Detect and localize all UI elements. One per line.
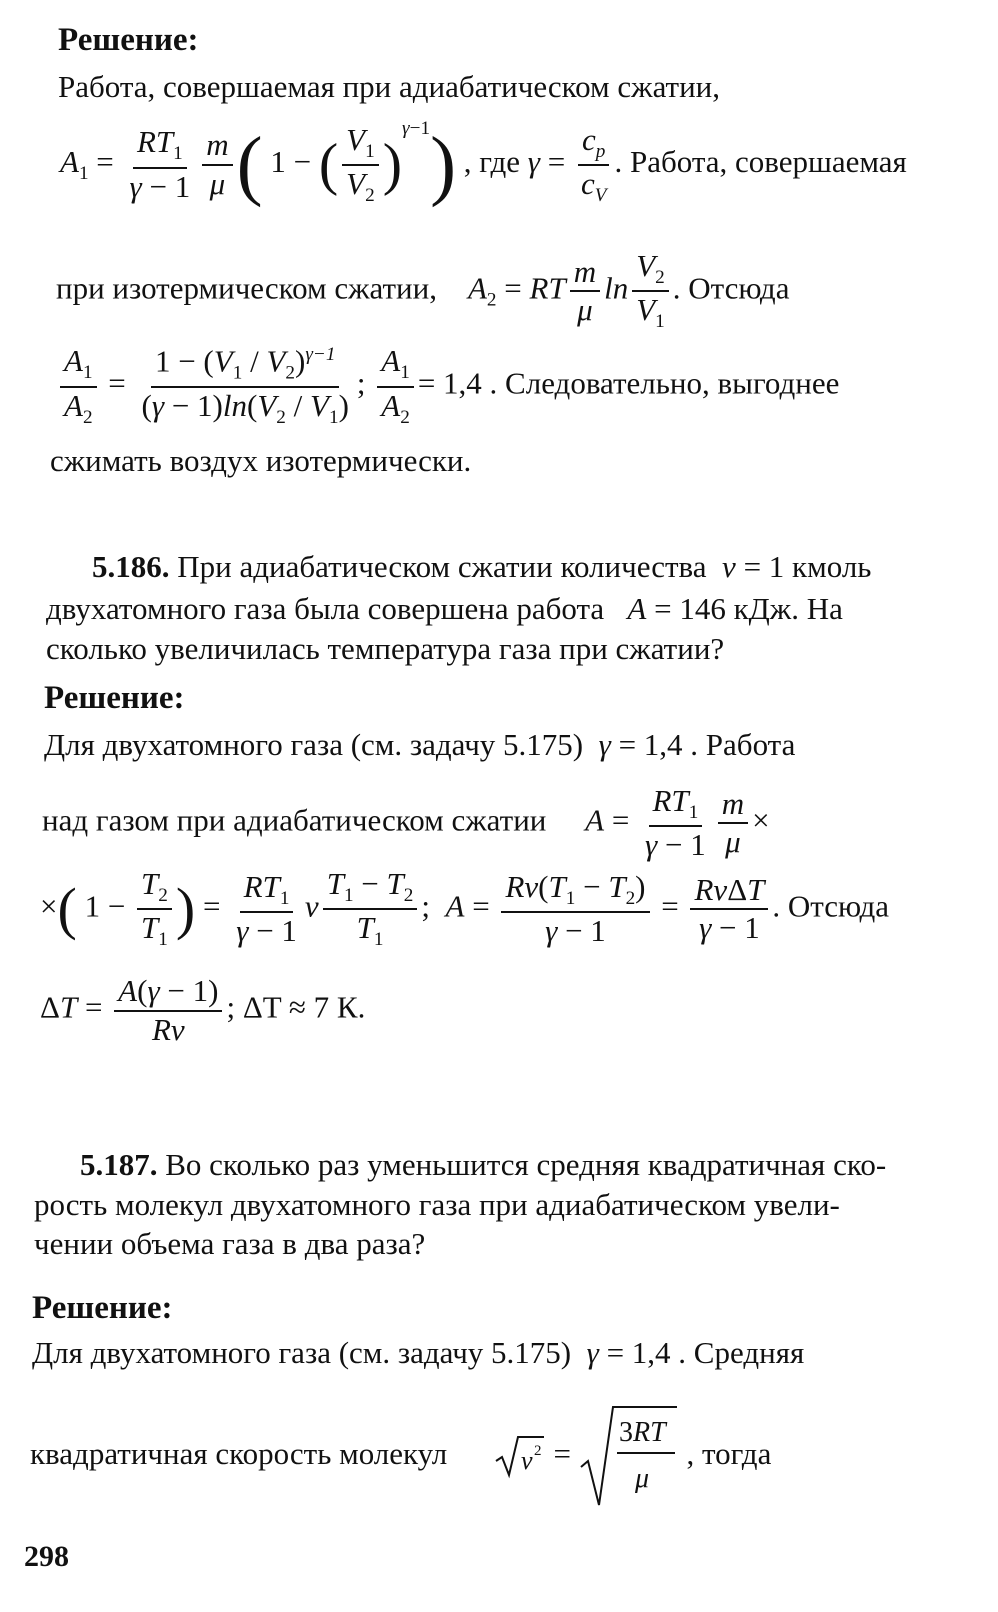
solution-heading-1: Решение: [58,22,199,58]
text-fragment: = 1,4 . Средняя [606,1335,805,1370]
problem-5-187-line-3: чении объема газа в два раза? [34,1226,426,1261]
problem-5-186-line-2: двухатомного газа была совершена работа A = 146 кДж. На [46,591,843,626]
formula-delta-t: ΔT = $\frac{A(\gamma - 1)}{R\nu}$ ; ΔT ≈ 7 К. [40,973,366,1047]
text-fragment: над газом при адиабатическом сжатии [42,802,547,838]
text-fragment: квадратичная скорость молекул [30,1436,448,1472]
svg-text:3RT: 3RT [618,1417,666,1448]
solution-heading-3: Решение: [32,1290,173,1326]
text-line: сжимать воздух изотермически. [50,443,472,478]
formula-work-ratio: $\frac{A_1}{A_2}$ = $\frac{1 - (V_1 / V_2)^{\gamma-1}}{(\gamma - 1)\ln(V_2 / V_1)}$ ; $\frac{A_1}{A_2}$ = 1,4 . Следовательно, выгоднее [56,345,839,428]
text-fragment: Для двухатомного газа (см. задачу 5.175) [32,1335,572,1370]
text-fragment: Для двухатомного газа (см. задачу 5.175) [44,727,584,762]
text-fragment: . Отсюда [672,270,790,306]
sqrt-v2 [494,1435,546,1479]
text-line: Для двухатомного газа (см. задачу 5.175) γ = 1,4 . Средняя [32,1335,805,1370]
where-label: , где [463,144,520,179]
text-fragment: при изотермическом сжатии, [56,270,437,306]
svg-text:2: 2 [533,1443,542,1459]
text-fragment: При адиабатическом сжатии количества [177,549,707,584]
problem-number: 5.187. [80,1147,158,1182]
sqrt-3rt-over-mu [579,1405,679,1509]
problem-number: 5.186. [92,549,170,584]
problem-5-187-line-2: рость молекул двухатомного газа при адиабатическом увели- [34,1187,840,1222]
problem-5-187-line-1 [80,1148,886,1182]
page-number: 298 [24,1540,69,1573]
text-fragment: = 1 кмоль [743,549,872,584]
text-fragment: = 146 кДж. На [654,591,843,626]
text-fragment: = 1,4 . Работа [618,727,796,762]
text-fragment: Во сколько раз уменьшится средняя квадратичная ско- [165,1147,887,1182]
solution-heading-2: Решение: [44,680,185,716]
formula-work-temperature: ×( 1 − $\frac{T_2}{T_1}$ ) = $\frac{RT_1}{\gamma - 1}$ ν $\frac{T_1 - T_2}{T_1}$ ; A = $\frac{R\nu(T_1 - T_2)}{\gamma - 1}$ = $\frac{\text{RνΔT}}{\gamma - 1}$ . Отсюда [40,866,890,951]
text-fragment: , тогда [686,1436,772,1472]
problem-5-186-line-3: сколько увеличилась температура газа при сжатии? [46,631,725,666]
problem-5-186-line-1: 5.186. При адиабатическом сжатии количества ν = 1 кмоль [92,549,872,584]
svg-text:μ: μ [634,1463,649,1494]
text-fragment: . Работа, совершаемая [614,144,907,179]
formula-rms-speed: квадратичная скорость молекул v 2 = 3RT μ , тогда [30,1405,771,1509]
formula-adiabatic-work: $A_1$ = $\frac{RT_1}{\gamma - 1}$ $\frac{m}{\mu}$ ( 1 − ( $\frac{V_1}{V_2}$ )$^{\gamma-1}$) , где γ = $\frac{c_p}{c_V}$ . Работа, совершаемая [60,118,907,208]
text-fragment: ; ΔT ≈ 7 К. [226,989,366,1025]
text-line: Работа, совершаемая при адиабатическом сжатии, [58,69,721,104]
formula-work-over-gas: над газом при адиабатическом сжатии A = $\frac{RT_1}{\gamma - 1}$ $\frac{m}{\mu}$ × [42,783,770,863]
text-fragment: = 1,4 . Следовательно, выгоднее [417,365,840,401]
svg-text:v: v [520,1446,533,1475]
text-fragment: двухатомного газа была совершена работа [46,591,605,626]
formula-isothermal-work-line: при изотермическом сжатии, $A_2$ = RT $\frac{m}{\mu}$ ln $\frac{V_2}{V_1}$ . Отсюда [56,248,790,333]
text-line: Для двухатомного газа (см. задачу 5.175) γ = 1,4 . Работа [44,727,796,762]
text-fragment: . Отсюда [772,888,890,924]
